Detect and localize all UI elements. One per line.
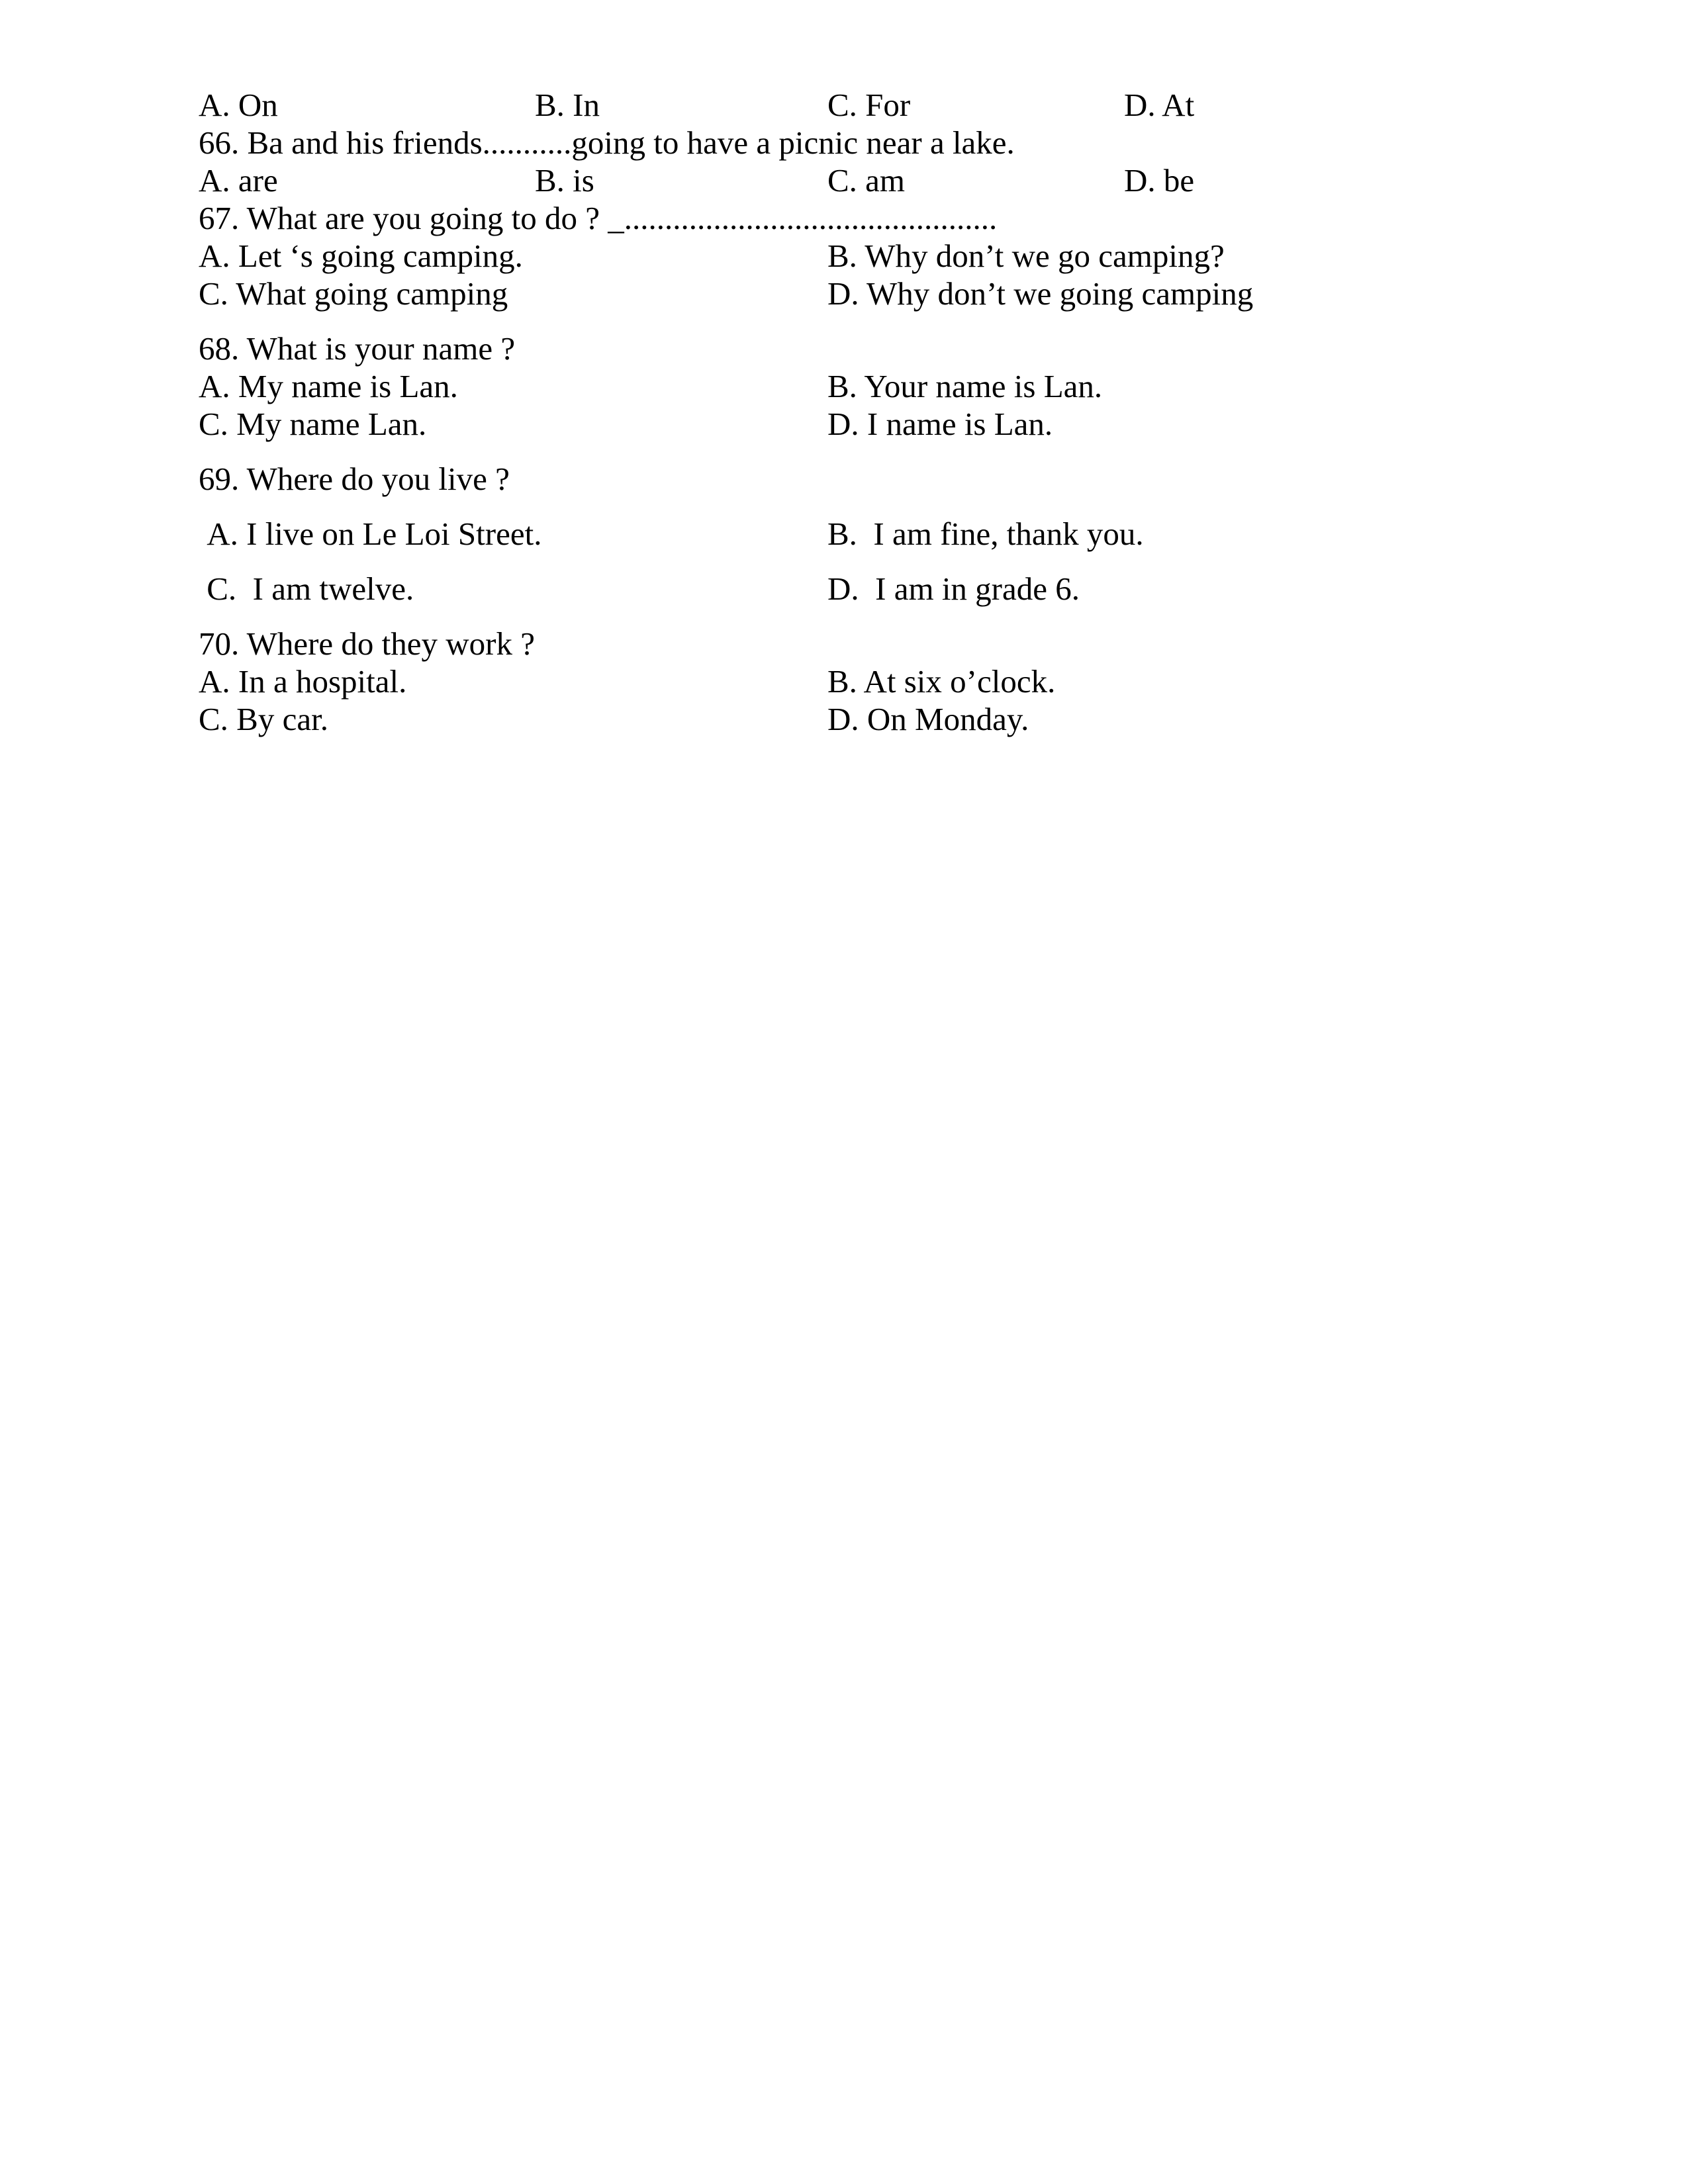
option-cell: C. For (827, 87, 911, 123)
option-cell: C. am (827, 162, 906, 199)
option-cell: D. I am in grade 6. (827, 570, 1080, 607)
option-cell: B. I am fine, thank you. (827, 516, 1144, 552)
option-cell: A. My name is Lan. (199, 368, 458, 404)
option-cell: D. At (1124, 87, 1195, 123)
option-cell: B. is (535, 162, 594, 199)
option-cell: C. By car. (199, 701, 328, 737)
question-line: 67. What are you going to do ? _.............................................. (199, 200, 998, 236)
option-cell: D. be (1124, 162, 1195, 199)
option-cell: C. What going camping (199, 275, 508, 312)
options-row (199, 515, 1609, 553)
option-cell: A. Let ‘s going camping. (199, 238, 523, 274)
question-line: 66. Ba and his friends...........going to have a picnic near a lake. (199, 124, 1015, 161)
option-cell: D. I name is Lan. (827, 406, 1053, 442)
question-line: 69. Where do you live ? (199, 461, 510, 497)
option-cell: C. My name Lan. (199, 406, 427, 442)
options-row (199, 86, 1609, 124)
option-cell: A. are (199, 162, 278, 199)
option-cell: D. Why don’t we going camping (827, 275, 1254, 312)
option-cell: B. At six o’clock. (827, 663, 1056, 700)
option-cell: A. In a hospital. (199, 663, 407, 700)
option-cell: B. Your name is Lan. (827, 368, 1103, 404)
options-row (199, 367, 1609, 405)
options-row (199, 237, 1609, 275)
option-cell: C. I am twelve. (199, 570, 414, 607)
option-cell: B. Why don’t we go camping? (827, 238, 1225, 274)
option-cell: B. In (535, 87, 600, 123)
options-row (199, 275, 1609, 312)
options-row (199, 570, 1609, 608)
options-row (199, 662, 1609, 700)
option-cell: D. On Monday. (827, 701, 1029, 737)
options-row (199, 700, 1609, 738)
options-row (199, 405, 1609, 443)
question-line: 70. Where do they work ? (199, 625, 535, 662)
document-content (0, 86, 1688, 738)
question-line: 68. What is your name ? (199, 330, 516, 367)
option-cell: A. I live on Le Loi Street. (199, 516, 542, 552)
options-row (199, 161, 1609, 199)
option-cell: A. On (199, 87, 278, 123)
